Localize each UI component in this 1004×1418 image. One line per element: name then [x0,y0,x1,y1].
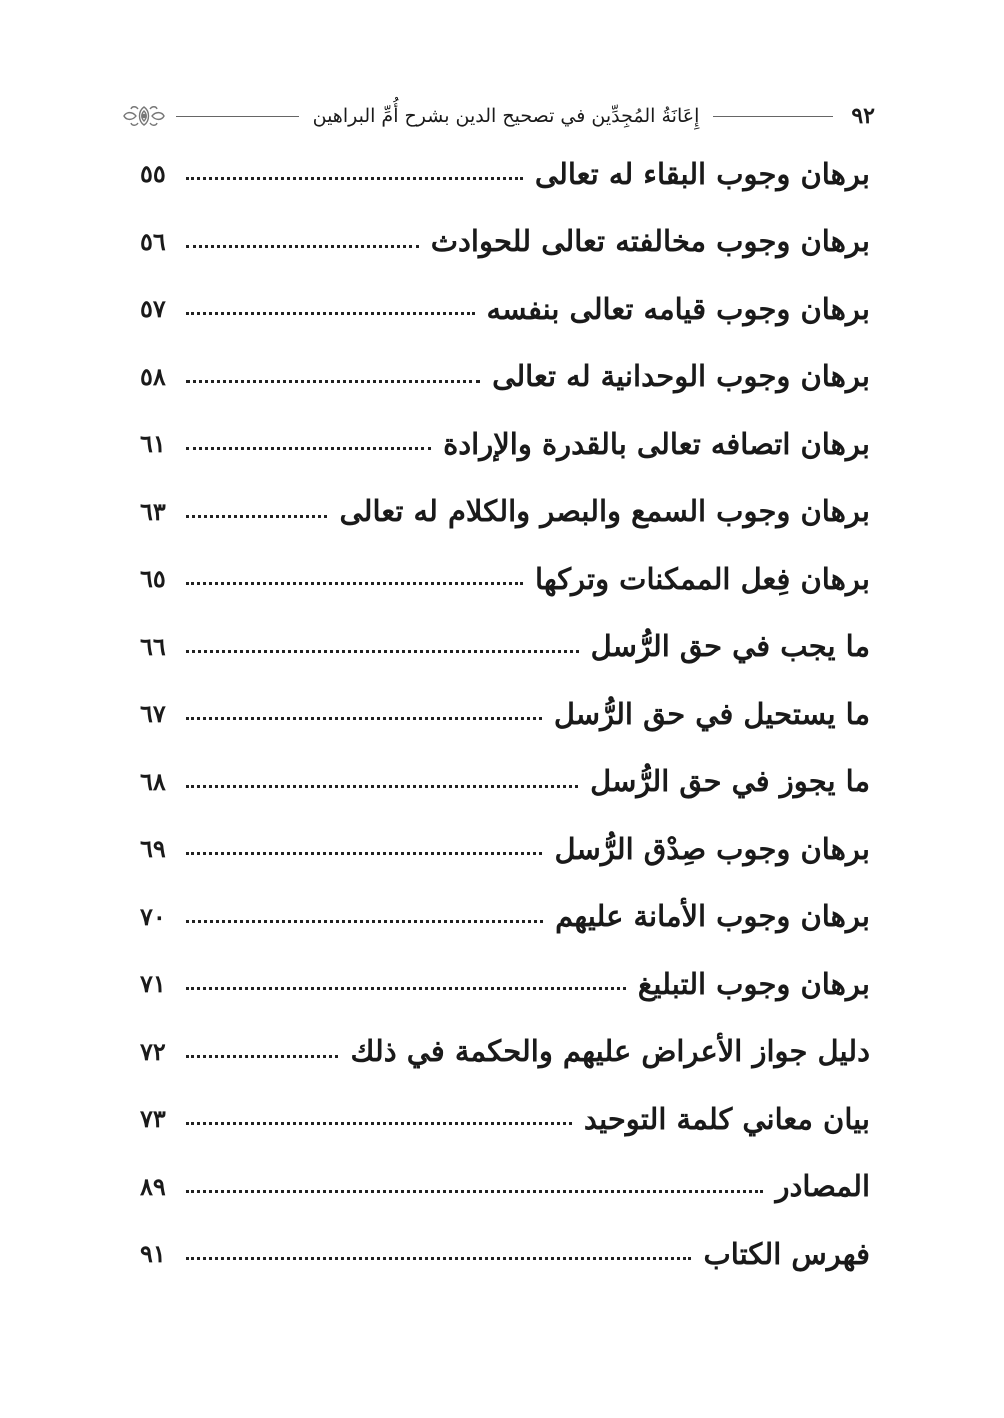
dot-leader [186,717,542,720]
toc-entry-title: ما يستحيل في حق الرُّسل [553,696,870,731]
toc-entry [140,613,870,681]
toc-entry [140,1085,870,1153]
toc-entry [140,410,870,478]
toc-entry-page-number: ٧٣ [140,1104,166,1134]
toc-entry [140,343,870,411]
toc-entry [140,275,870,343]
toc-entry-page-number: ٨٩ [140,1171,166,1201]
toc-entry [140,478,870,546]
toc-entry [140,1153,870,1221]
toc-entry-title: برهان وجوب البقاء له تعالى [534,156,870,191]
toc-entry-title: برهان وجوب التبليغ [637,966,870,1001]
toc-entry [140,883,870,951]
toc-entry-page-number: ٥٨ [140,361,166,391]
toc-entry-page-number: ٦١ [140,429,166,459]
toc-entry-page-number: ٦٣ [140,496,166,526]
toc-entry-page-number: ٧١ [140,969,166,999]
dot-leader [186,920,543,923]
dot-leader [186,1055,338,1058]
toc-entry-title: بيان معاني كلمة التوحيد [583,1101,870,1136]
toc-entry-title: برهان فِعل الممكنات وتركها [534,561,870,596]
toc-entry [140,1220,870,1288]
dot-leader [186,1257,691,1260]
dot-leader [186,852,542,855]
toc-entry-title: برهان وجوب مخالفته تعالى للحوادث [430,224,870,259]
header-rule-left [176,116,299,117]
header-rule-right [713,116,833,117]
toc-entry [140,748,870,816]
toc-entry-title: ما يجوز في حق الرُّسل [590,764,870,799]
toc-entry-page-number: ٥٦ [140,226,166,256]
toc-entry-title: برهان وجوب صِدْق الرُّسل [554,831,870,866]
toc-entry-title: برهان وجوب الأمانة عليهم [555,899,870,934]
dot-leader [186,177,523,180]
toc-entry-page-number: ٧٠ [140,901,166,931]
dot-leader [186,1122,572,1125]
dot-leader [186,515,327,518]
toc-entry-page-number: ٩١ [140,1239,166,1269]
running-header [120,96,875,136]
dot-leader [186,582,523,585]
toc-entry-title: فهرس الكتاب [703,1236,870,1271]
toc-entry-title: المصادر [775,1169,870,1204]
toc-entry [140,950,870,1018]
toc-entry [140,680,870,748]
toc-entry [140,140,870,208]
dot-leader [186,380,480,383]
toc-entry-page-number: ٥٧ [140,294,166,324]
toc-entry-title: برهان وجوب السمع والبصر والكلام له تعالى [339,494,870,529]
toc-entry [140,1018,870,1086]
toc-entry-page-number: ٦٦ [140,631,166,661]
dot-leader [186,1190,763,1193]
dot-leader [186,987,626,990]
dot-leader [186,447,431,450]
toc-entry [140,208,870,276]
toc-entry-title: ما يجب في حق الرُّسل [590,629,870,664]
toc-entry-title: برهان وجوب الوحدانية له تعالى [492,359,870,394]
toc-entry-page-number: ٥٥ [140,159,166,189]
toc-entry-title: برهان اتصافه تعالى بالقدرة والإرادة [443,426,870,461]
dot-leader [186,245,419,248]
toc-entry-page-number: ٦٩ [140,834,166,864]
dot-leader [186,650,579,653]
floral-ornament-icon [120,103,168,129]
running-title: إِعَانَةُ المُجِدِّين في تصحيح الدين بشرح أُمِّ البراهين [312,105,700,127]
toc-entry-title: برهان وجوب قيامه تعالى بنفسه [486,291,870,326]
page-number: ٩٢ [851,103,875,129]
toc-entry-page-number: ٧٢ [140,1036,166,1066]
dot-leader [186,312,475,315]
toc-entry-title: دليل جواز الأعراض عليهم والحكمة في ذلك [350,1034,870,1069]
toc-entry-page-number: ٦٧ [140,699,166,729]
table-of-contents [140,140,870,1288]
toc-entry-page-number: ٦٥ [140,564,166,594]
dot-leader [186,785,578,788]
toc-entry [140,545,870,613]
toc-entry [140,815,870,883]
toc-entry-page-number: ٦٨ [140,766,166,796]
